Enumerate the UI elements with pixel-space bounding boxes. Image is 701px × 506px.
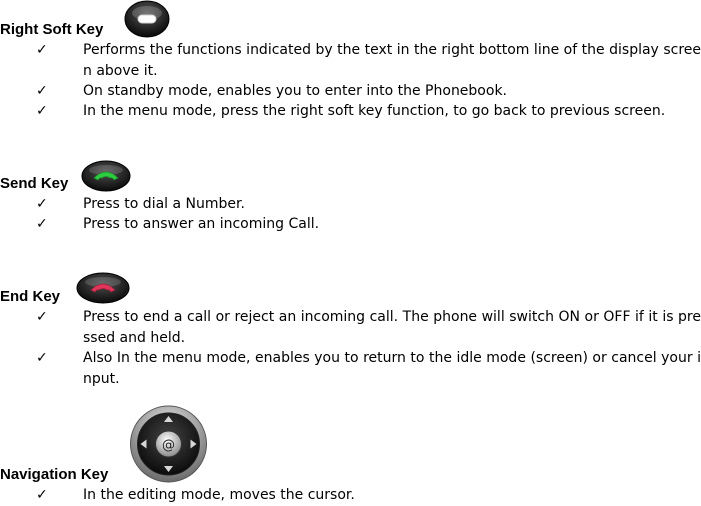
list-item [0,307,701,348]
list-item [0,101,701,122]
navigation-key-heading: Navigation Key [0,466,109,483]
check-icon: ✓ [36,83,48,99]
list-item-text: Press to dial a Number. [83,196,245,212]
list-item-text: Performs the functions indicated by the text in the right bottom line of the display screen above it. [83,42,701,79]
check-icon: ✓ [36,309,48,325]
list-item-text: In the menu mode, press the right soft key function, to go back to previous screen. [83,103,666,119]
check-icon: ✓ [36,487,48,503]
navigation-pad-icon [129,405,208,483]
list-item [0,485,701,506]
right-soft-key-heading: Right Soft Key [0,21,104,38]
list-item-text: Also In the menu mode, enables you to return to the idle mode (screen) or cancel your input. [83,350,701,387]
list-item-text: On standby mode, enables you to enter into the Phonebook. [83,83,507,99]
check-icon: ✓ [36,216,48,232]
list-item [0,194,701,215]
send-key-heading: Send Key [0,175,69,192]
green-phone-icon [81,160,131,192]
list-item-text: Press to end a call or reject an incoming call. The phone will switch ON or OFF if it is pressed and held. [83,309,701,346]
list-item [0,214,701,235]
check-icon: ✓ [36,42,48,58]
red-phone-icon [76,272,130,304]
list-item [0,81,701,102]
list-item [0,40,701,81]
check-icon: ✓ [36,103,48,119]
check-icon: ✓ [36,196,48,212]
list-item-text: Press to answer an incoming Call. [83,216,320,232]
check-icon: ✓ [36,350,48,366]
right-soft-key-icon [124,0,170,38]
list-item [0,348,701,389]
end-key-heading: End Key [0,288,61,305]
svg-text:@: @ [162,438,175,453]
list-item-text: In the editing mode, moves the cursor. [83,487,355,503]
